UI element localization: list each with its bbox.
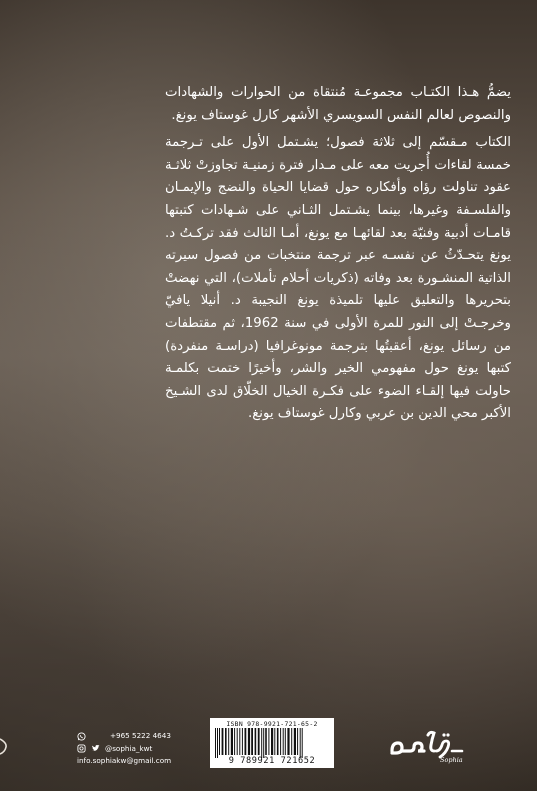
barcode-bar bbox=[261, 728, 262, 758]
publisher-logo bbox=[388, 727, 466, 767]
twitter-icon bbox=[91, 744, 100, 753]
back-cover-blurb bbox=[165, 82, 511, 426]
blurb-paragraph-2: الكتاب مـقسّم إلى ثلاثة فصول؛ يشـتمل الأول على تـرجمة خمسة لقاءات أُجريت معه على مـدار فترة زمنيـة تجاوزتْ ثلاثـة عقود تناولت رؤاه وأفكاره حول قضايا الحياة والنضج والإيمـان والفلسـفة وغيرها، بينما يشـتمل الثـاني على شـهادات كتبتها قامـات أدبية وفنيّة بعد لقائهـا مع يونغ، أمـا الثالث فقد تركـتُ د. يونغ يتحـدّثُ عن نفسـه عبر ترجمة منتخبات من فصول سيرته الذاتية المنشـورة بعد وفاته (ذكريات أحلام تأملات)، التي نهضتْ بتحريرها والتعليق عليها تلميذة يونغ النجيبة د. أنيلا يافيّ وخرجـتْ إلى النور للمرة الأولى في سنة 1962، ثم مقتطفات من رسائل يونغ، أعقبتُها بترجمة مونوغرافيا (دراسـة منفردة) كتبها يونغ حول مفهومي الخير والشر، وأخيرًا ختمت بكلمـة حاولت فيها إلقـاء الضوء على فكـرة الخيال الخلّاق لدى الشـيخ الأكبر محي الدين بن عربي وكارل غوستاف يونغ. bbox=[165, 135, 511, 422]
contact-email-row bbox=[77, 755, 171, 768]
barcode-bars bbox=[213, 728, 331, 758]
contact-social[interactable]: @sophia_kwt bbox=[105, 743, 153, 753]
barcode-bar bbox=[231, 728, 233, 755]
barcode-bar bbox=[285, 728, 286, 755]
isbn-barcode bbox=[210, 718, 334, 768]
barcode-bar bbox=[239, 728, 240, 755]
instagram-icon bbox=[77, 744, 86, 753]
barcode-bar bbox=[215, 728, 216, 758]
whatsapp-icon bbox=[77, 732, 86, 741]
barcode-bar bbox=[263, 728, 264, 758]
publisher-contact bbox=[77, 730, 171, 768]
barcode-bar bbox=[228, 728, 229, 755]
barcode-bar bbox=[258, 728, 260, 755]
publisher-logo-latin: Sophia bbox=[440, 756, 463, 764]
barcode-bar bbox=[237, 728, 238, 755]
barcode-bar bbox=[222, 728, 224, 755]
barcode-bar bbox=[294, 728, 296, 755]
barcode-bar bbox=[265, 728, 267, 755]
contact-phone-row bbox=[77, 730, 171, 743]
barcode-bar bbox=[251, 728, 253, 755]
barcode-bar bbox=[287, 728, 289, 755]
barcode-bar bbox=[283, 728, 284, 755]
blurb-paragraph-1: يضمُّ هـذا الكتـاب مجموعـة مُنتقاة من الحوارات والشهادات والنصوص لعالم النفس السويسري الأشهر كارل غوستاف يونغ. bbox=[165, 85, 511, 123]
barcode-bar bbox=[302, 728, 303, 758]
spine-edge-mark bbox=[0, 735, 10, 757]
contact-email[interactable]: info.sophiakw@gmail.com bbox=[77, 756, 172, 765]
barcode-bar bbox=[300, 728, 301, 758]
barcode-bar bbox=[248, 728, 250, 755]
barcode-bar bbox=[245, 728, 247, 755]
contact-social-row bbox=[77, 743, 171, 756]
barcode-bar bbox=[271, 728, 273, 755]
barcode-bar bbox=[291, 728, 292, 755]
barcode-bar bbox=[219, 728, 220, 755]
barcode-bar bbox=[297, 728, 298, 755]
barcode-bar bbox=[255, 728, 257, 755]
barcode-bar bbox=[217, 728, 218, 758]
barcode-bar bbox=[234, 728, 235, 755]
contact-phone[interactable]: +965 5222 4643 bbox=[110, 731, 171, 740]
barcode-bar bbox=[225, 728, 227, 755]
barcode-bar bbox=[280, 728, 281, 755]
barcode-bar bbox=[277, 728, 279, 755]
isbn-label: ISBN 978-9921-721-65-2 bbox=[226, 720, 318, 728]
spine-edge-glyph bbox=[0, 735, 10, 757]
barcode-bar bbox=[242, 728, 243, 755]
barcode-bar bbox=[274, 728, 275, 755]
isbn-digits: 9 789921 721652 bbox=[228, 756, 316, 766]
barcode-bar bbox=[268, 728, 269, 755]
